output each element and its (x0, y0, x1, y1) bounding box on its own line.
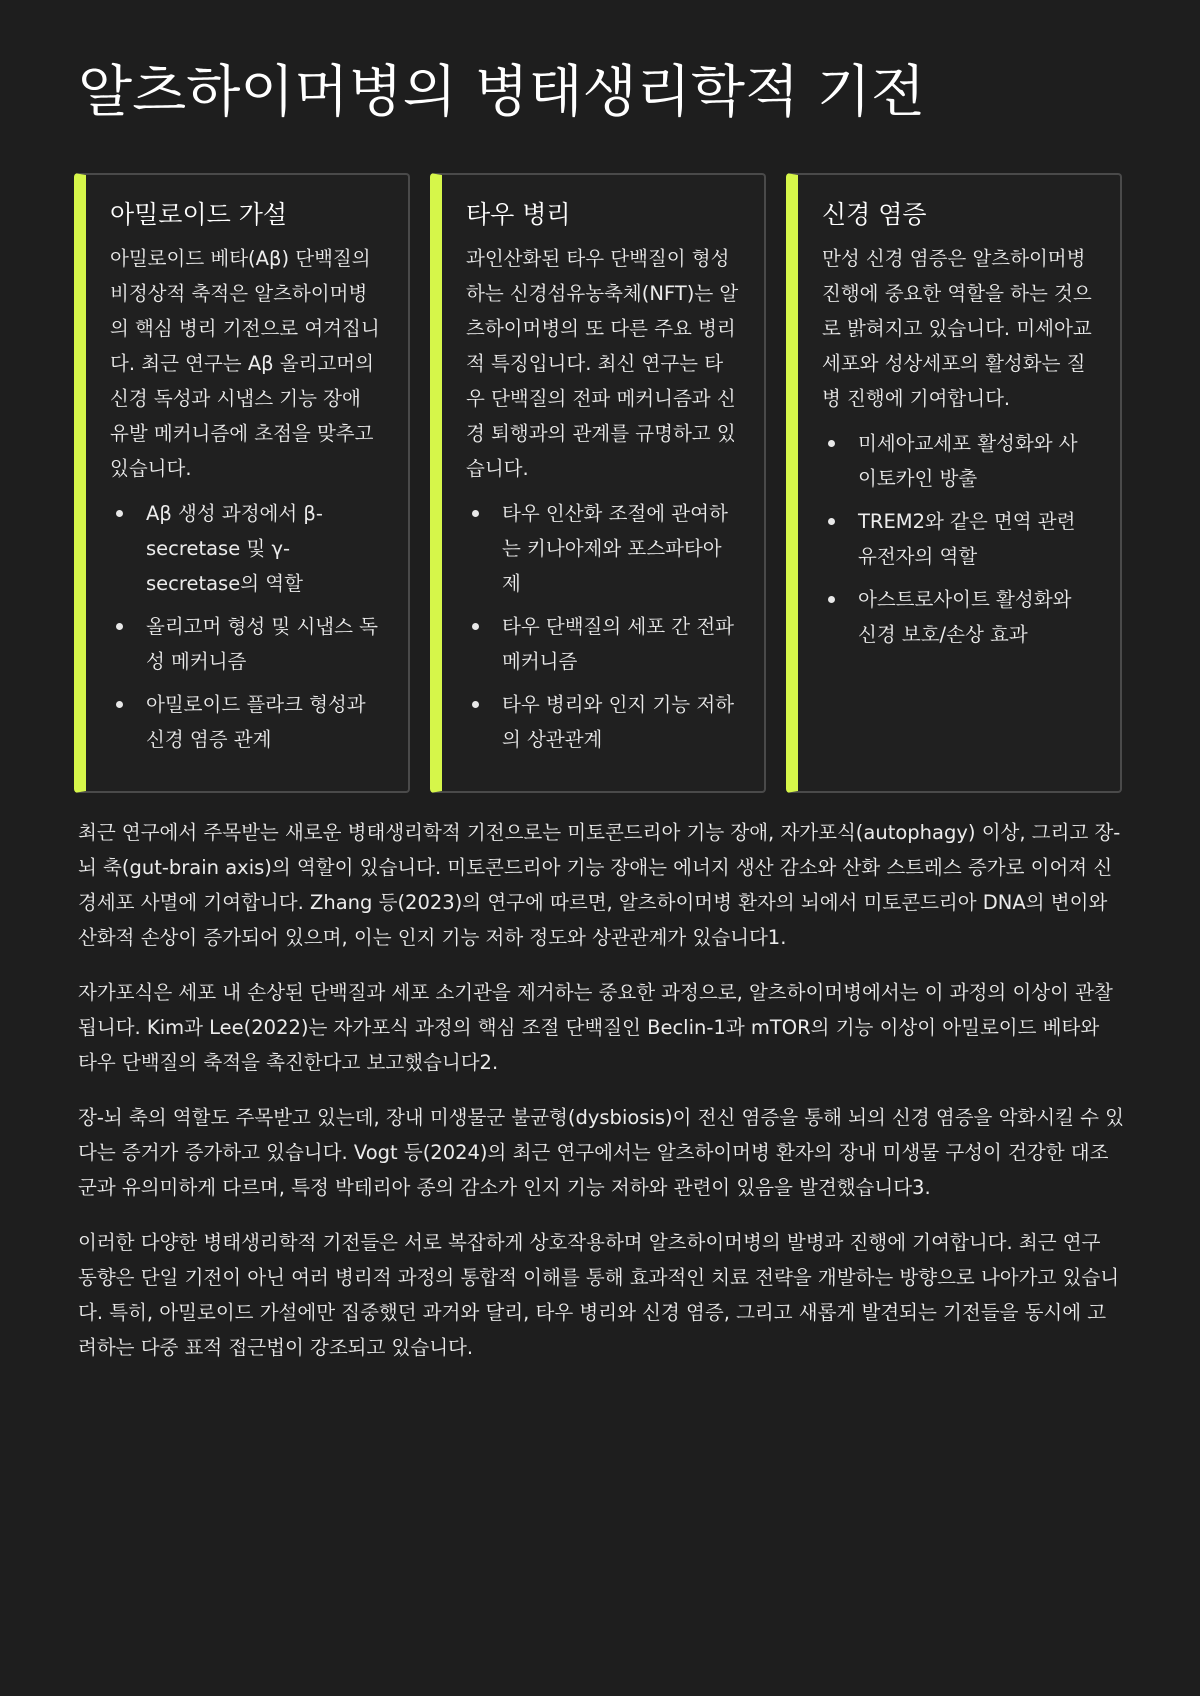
list-item (858, 582, 1096, 652)
list-item-text: 아밀로이드 플라크 형성과 신경 염증 관계 (146, 693, 366, 751)
article-body (78, 815, 1124, 1385)
list-item-text: TREM2와 같은 면역 관련 유전자의 역할 (858, 510, 1076, 568)
card-row (74, 173, 1124, 793)
bullet-icon (116, 510, 123, 517)
card-title: 신경 염증 (822, 200, 927, 229)
card-bullet-list (822, 426, 1096, 652)
bullet-icon (828, 440, 835, 447)
card-amyloid-hypothesis (74, 173, 410, 793)
card-bullet-list (466, 496, 740, 757)
list-item-text: 아스트로사이트 활성화와 신경 보호/손상 효과 (858, 588, 1072, 646)
list-item-text: Aβ 생성 과정에서 β-secretase 및 γ-secretase의 역할 (146, 502, 323, 595)
bullet-icon (472, 623, 479, 630)
list-item (146, 687, 384, 757)
card-body: 아밀로이드 베타(Aβ) 단백질의 비정상적 축적은 알츠하이머병의 핵심 병리 기전으로 여겨집니다. 최근 연구는 Aβ 올리고머의 신경 독성과 시냅스 기능 장애 유발 메커니즘에 초점을 맞추고 있습니다. (110, 247, 380, 480)
bullet-icon (472, 701, 479, 708)
card-neuroinflammation (786, 173, 1122, 793)
bullet-icon (116, 701, 123, 708)
card-bullet-list (110, 496, 384, 757)
bullet-icon (472, 510, 479, 517)
card-tau-pathology (430, 173, 766, 793)
card-title: 아밀로이드 가설 (110, 200, 287, 229)
list-item-text: 미세아교세포 활성화와 사이토카인 방출 (858, 432, 1078, 490)
list-item (502, 687, 740, 757)
paragraph: 장-뇌 축의 역할도 주목받고 있는데, 장내 미생물군 불균형(dysbiosis)이 전신 염증을 통해 뇌의 신경 염증을 악화시킬 수 있다는 증거가 증가하고 있습니다. Vogt 등(2024)의 최근 연구에서는 알츠하이머병 환자의 장내 미생물 구성이 건강한 대조군과 유의미하게 다르며, 특정 박테리아 종의 감소가 인지 기능 저하와 관련이 있음을 발견했습니다3. (78, 1106, 1124, 1199)
list-item (502, 496, 740, 601)
paragraph: 이러한 다양한 병태생리학적 기전들은 서로 복잡하게 상호작용하며 알츠하이머병의 발병과 진행에 기여합니다. 최근 연구 동향은 단일 기전이 아닌 여러 병리적 과정의 통합적 이해를 통해 효과적인 치료 전략을 개발하는 방향으로 나아가고 있습니다. 특히, 아밀로이드 가설에만 집중했던 과거와 달리, 타우 병리와 신경 염증, 그리고 새롭게 발견되는 기전들을 동시에 고려하는 다중 표적 접근법이 강조되고 있습니다. (78, 1231, 1120, 1359)
paragraph: 최근 연구에서 주목받는 새로운 병태생리학적 기전으로는 미토콘드리아 기능 장애, 자가포식(autophagy) 이상, 그리고 장-뇌 축(gut-brain axis)의 역할이 있습니다. 미토콘드리아 기능 장애는 에너지 생산 감소와 산화 스트레스 증가로 이어져 신경세포 사멸에 기여합니다. Zhang 등(2023)의 연구에 따르면, 알츠하이머병 환자의 뇌에서 미토콘드리아 DNA의 변이와 산화적 손상이 증가되어 있으며, 이는 인지 기능 저하 정도와 상관관계가 있습니다1. (78, 821, 1121, 949)
list-item-text: 타우 병리와 인지 기능 저하의 상관관계 (502, 693, 735, 751)
card-body: 과인산화된 타우 단백질이 형성하는 신경섬유농축체(NFT)는 알츠하이머병의 또 다른 주요 병리적 특징입니다. 최신 연구는 타우 단백질의 전파 메커니즘과 신경 퇴행과의 관계를 규명하고 있습니다. (466, 247, 739, 480)
paragraph: 자가포식은 세포 내 손상된 단백질과 세포 소기관을 제거하는 중요한 과정으로, 알츠하이머병에서는 이 과정의 이상이 관찰됩니다. Kim과 Lee(2022)는 자가포식 과정의 핵심 조절 단백질인 Beclin-1과 mTOR의 기능 이상이 아밀로이드 베타와 타우 단백질의 축적을 촉진한다고 보고했습니다2. (78, 981, 1113, 1074)
list-item (146, 609, 384, 679)
list-item (146, 496, 384, 601)
list-item-text: 올리고머 형성 및 시냅스 독성 메커니즘 (146, 615, 379, 673)
list-item-text: 타우 단백질의 세포 간 전파 메커니즘 (502, 615, 735, 673)
bullet-icon (828, 596, 835, 603)
list-item (858, 504, 1096, 574)
card-title: 타우 병리 (466, 200, 571, 229)
list-item (502, 609, 740, 679)
list-item-text: 타우 인산화 조절에 관여하는 키나아제와 포스파타아제 (502, 502, 728, 595)
page-title: 알츠하이머병의 병태생리학적 기전 (78, 60, 926, 125)
list-item (858, 426, 1096, 496)
bullet-icon (828, 518, 835, 525)
card-body: 만성 신경 염증은 알츠하이머병 진행에 중요한 역할을 하는 것으로 밝혀지고 있습니다. 미세아교세포와 성상세포의 활성화는 질병 진행에 기여합니다. (822, 247, 1092, 410)
bullet-icon (116, 623, 123, 630)
